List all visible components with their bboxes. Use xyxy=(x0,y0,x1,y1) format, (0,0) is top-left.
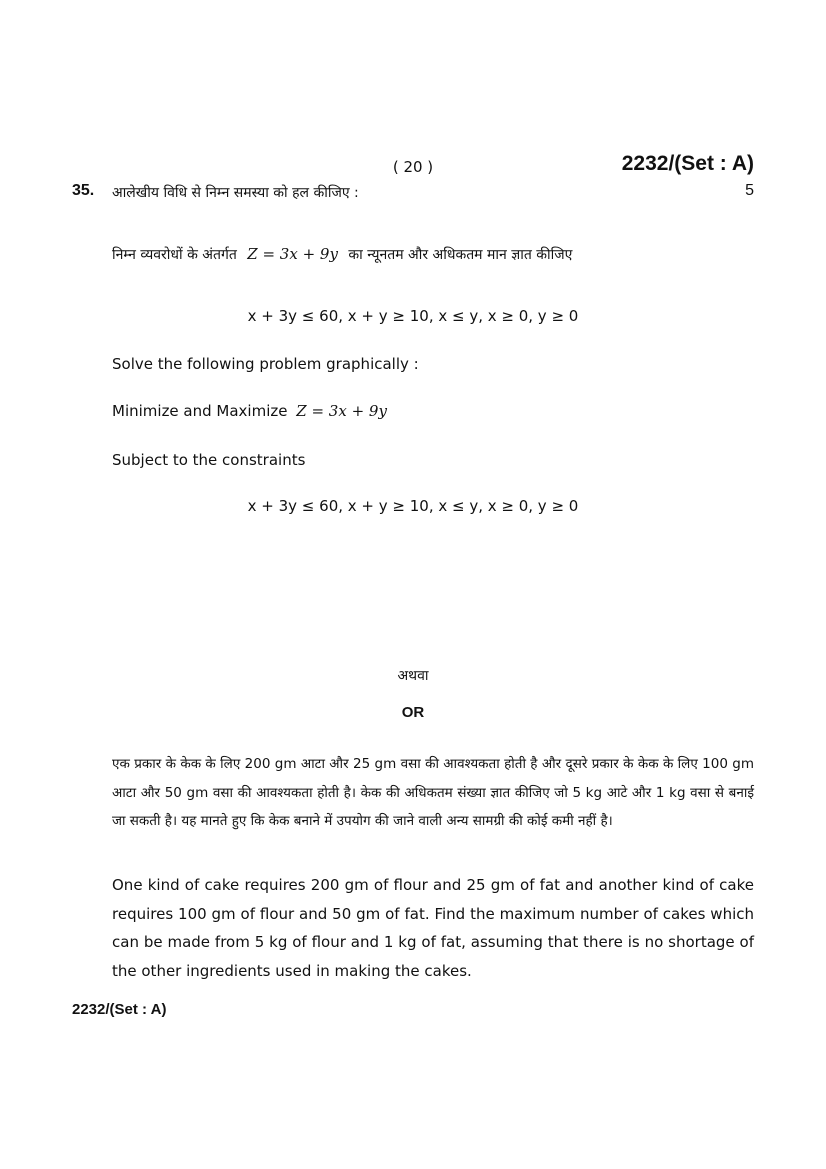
objective-hindi-suffix: का न्यूनतम और अधिकतम मान ज्ञात कीजिए xyxy=(348,247,573,263)
constraints-english: x + 3y ≤ 60, x + y ≥ 10, x ≤ y, x ≥ 0, y ≥ 0 xyxy=(247,497,579,515)
instruction-english: Solve the following problem graphically : xyxy=(112,355,419,373)
objective-english-line xyxy=(112,402,387,420)
alternative-question-english: One kind of cake requires 200 gm of flour and 25 gm of fat and another kind of cake requires 100 gm of flour and 50 gm of fat. Find the maximum number of cakes which can be made from 5 kg of flour and 1 kg of fat, assuming that there is no shortage of the other ingredients used in making the cakes. xyxy=(112,876,754,980)
objective-english-prefix: Minimize and Maximize xyxy=(112,402,288,420)
instruction-hindi: आलेखीय विधि से निम्न समस्या को हल कीजिए : xyxy=(112,185,359,201)
set-code-header: 2232/(Set : A) xyxy=(621,152,754,175)
objective-hindi-prefix: निम्न व्यवरोधों के अंतर्गत xyxy=(112,247,237,263)
objective-expression-english: Z = 3x + 9y xyxy=(296,402,387,420)
or-label-hindi: अथवा xyxy=(397,668,429,684)
alternative-question-hindi: एक प्रकार के केक के लिए 200 gm आटा और 25 gm वसा की आवश्यकता होती है और दूसरे प्रकार के केक के लिए 100 gm आटा और 50 gm वसा की आवश्यकता होती है। केक की अधिकतम संख्या ज्ञात कीजिए जो 5 kg आटे और 1 kg वसा से बनाई जा सकती है। यह मानते हुए कि केक बनाने में उपयोग की जाने वाली अन्य सामग्री की कोई कमी नहीं है। xyxy=(112,756,754,829)
page-number: ( 20 ) xyxy=(392,158,434,176)
subject-to-constraints: Subject to the constraints xyxy=(112,451,306,469)
constraints-hindi: x + 3y ≤ 60, x + y ≥ 10, x ≤ y, x ≥ 0, y ≥ 0 xyxy=(247,307,579,325)
question-marks: 5 xyxy=(745,182,754,199)
objective-hindi-line xyxy=(112,245,572,264)
question-number: 35. xyxy=(72,182,95,199)
or-label-english: OR xyxy=(401,704,425,721)
objective-expression-hindi: Z = 3x + 9y xyxy=(247,245,338,263)
set-code-footer: 2232/(Set : A) xyxy=(72,1001,167,1018)
